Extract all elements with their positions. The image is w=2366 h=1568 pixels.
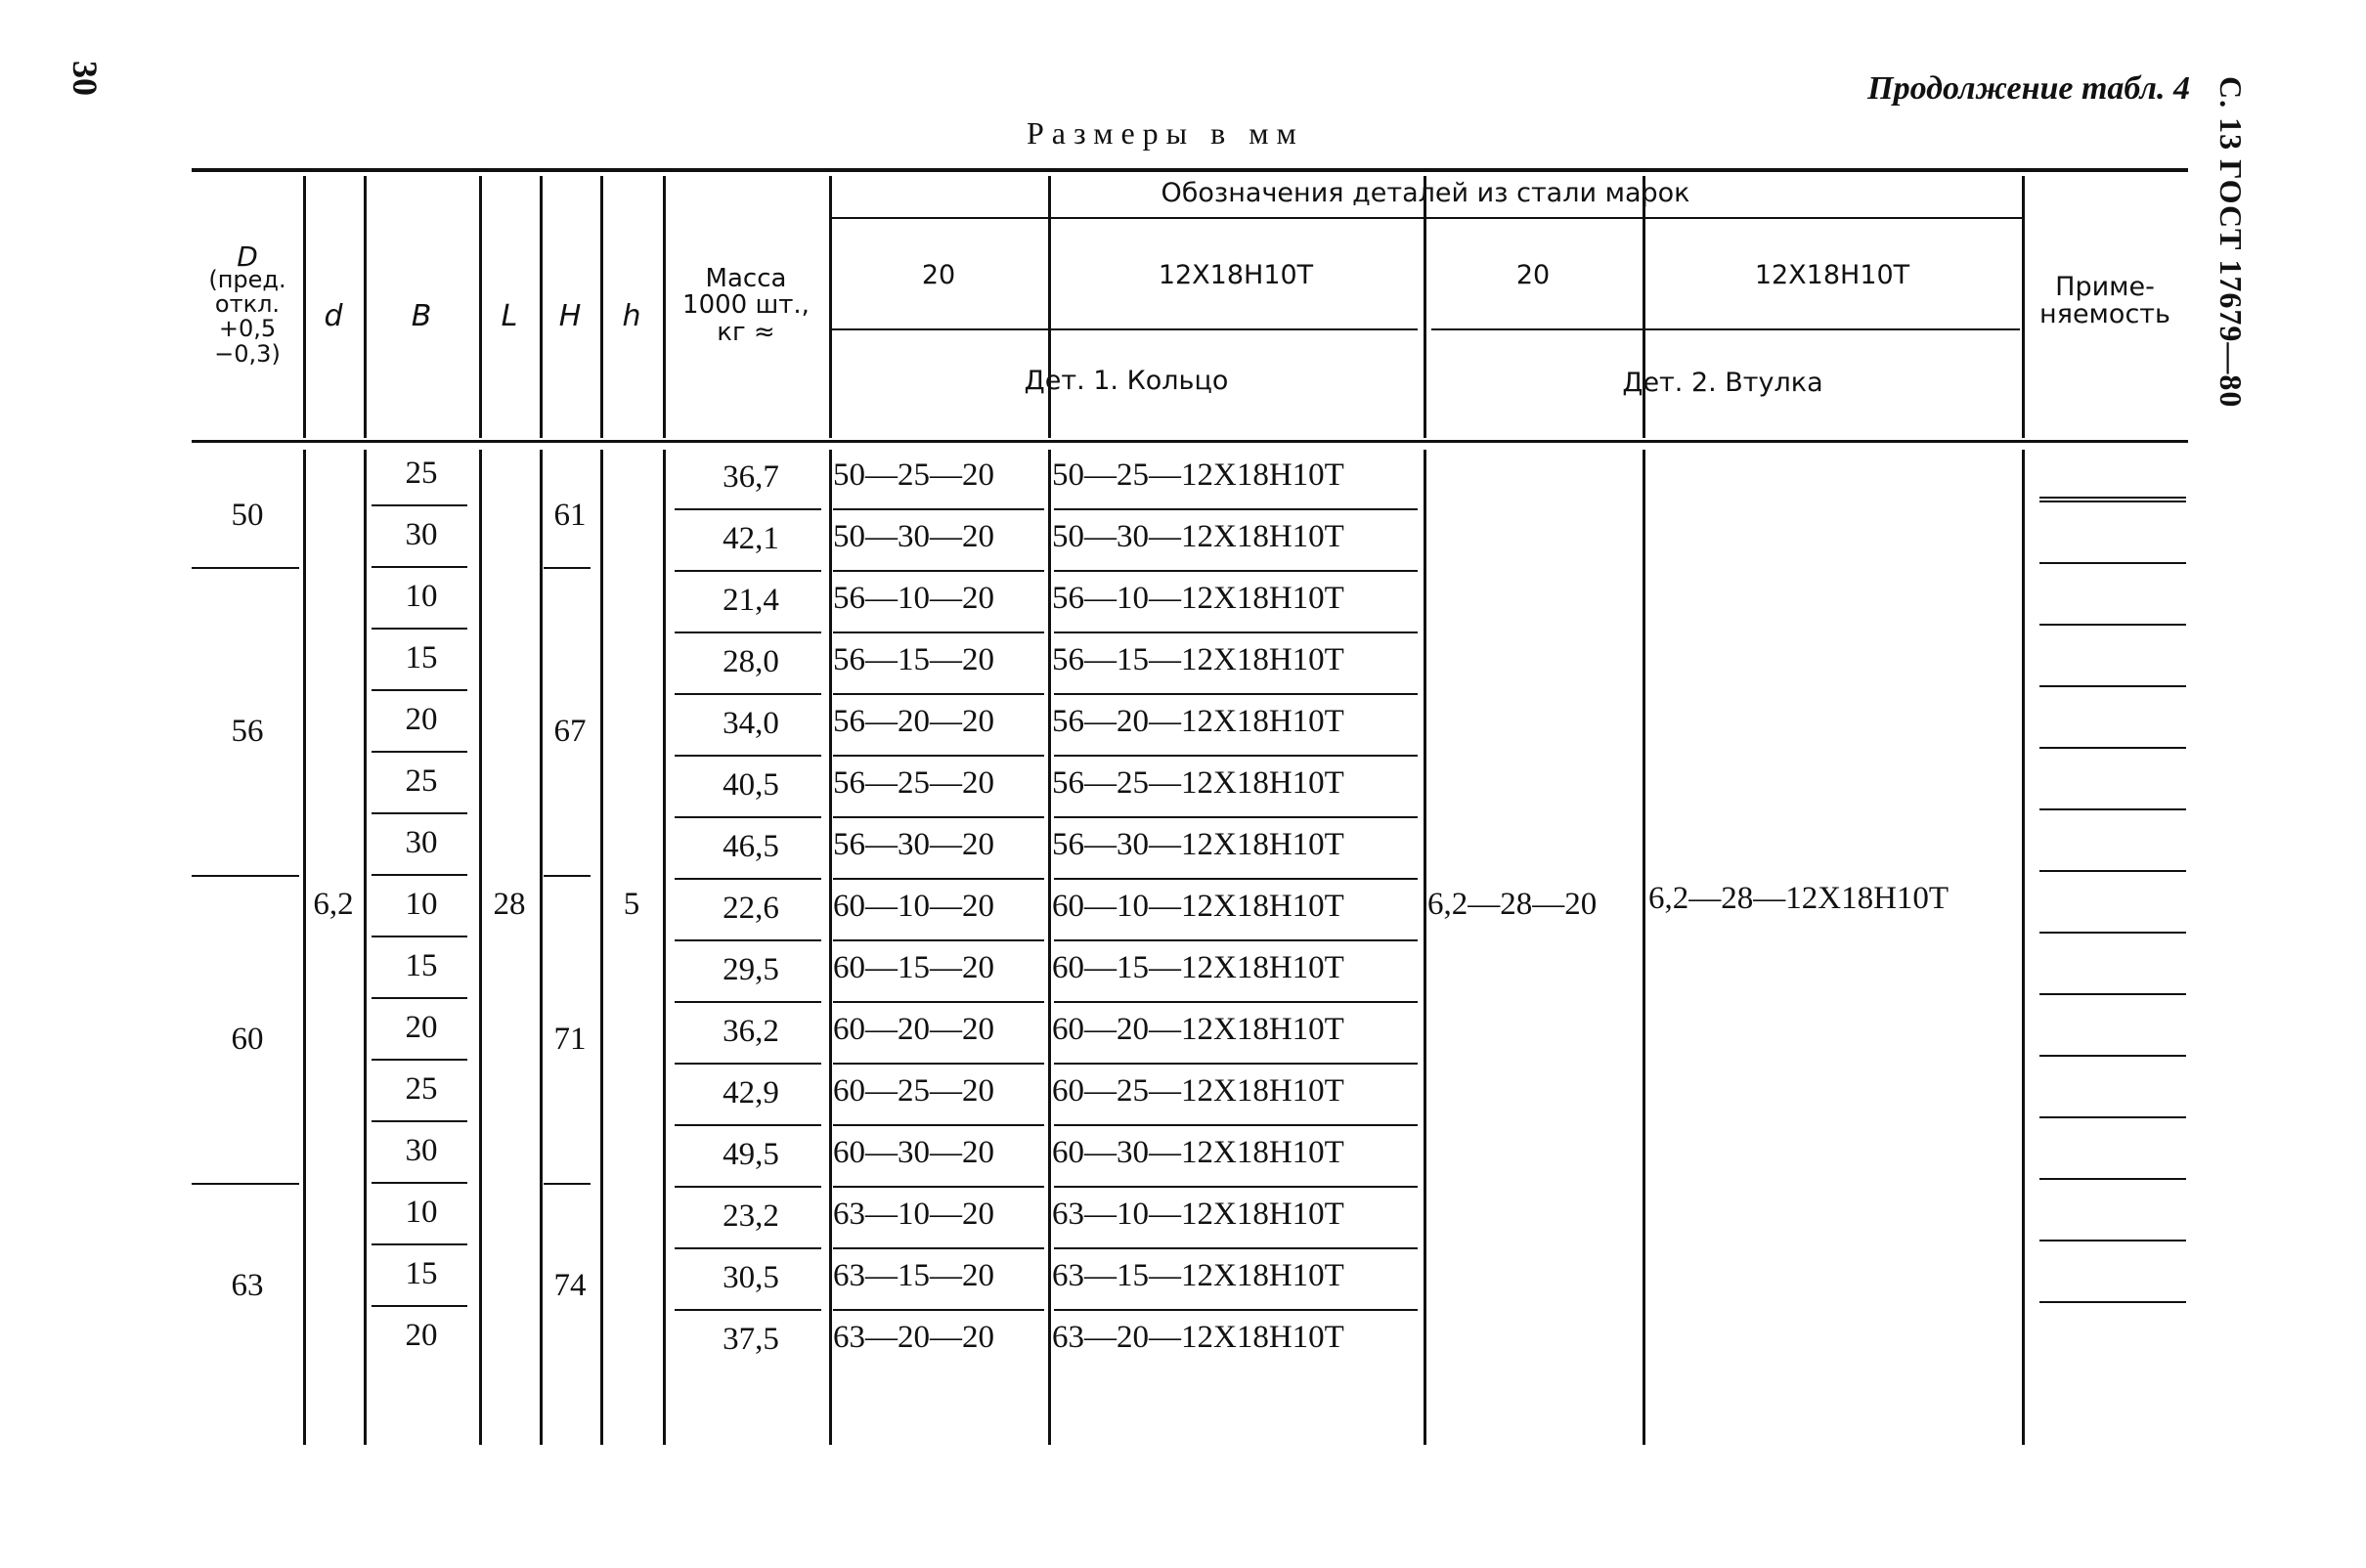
row-rule bbox=[833, 1309, 1044, 1311]
row-rule bbox=[1054, 632, 1418, 633]
cell-sleeve-12x: 6,2—28—12Х18Н10Т bbox=[1648, 881, 1950, 916]
cell-ring-20: 56—20—20 bbox=[833, 704, 994, 739]
header-steel-20-ring: 20 bbox=[921, 260, 956, 290]
row-rule bbox=[1054, 508, 1418, 510]
row-rule bbox=[1054, 816, 1418, 818]
part1-rule bbox=[829, 328, 1418, 330]
cell-ring-20: 63—15—20 bbox=[833, 1258, 994, 1293]
row-rule bbox=[833, 1063, 1044, 1065]
header-mass: Масса 1000 шт., кг ≈ bbox=[682, 264, 810, 347]
applicability-blank bbox=[2039, 1055, 2186, 1057]
cell-B: 15 bbox=[405, 640, 438, 675]
group-separator-D bbox=[192, 875, 299, 877]
row-rule bbox=[1054, 1186, 1418, 1188]
row-rule bbox=[675, 1186, 821, 1188]
row-rule bbox=[372, 751, 467, 753]
part2-rule bbox=[1431, 328, 2020, 330]
cell-ring-12x: 63—15—12Х18Н10Т bbox=[1052, 1258, 1344, 1293]
row-rule bbox=[372, 812, 467, 814]
row-rule bbox=[675, 878, 821, 880]
cell-ring-12x: 60—20—12Х18Н10Т bbox=[1052, 1012, 1344, 1047]
cell-ring-20: 63—20—20 bbox=[833, 1320, 994, 1355]
cell-B: 10 bbox=[405, 887, 438, 922]
header-col-separator bbox=[1643, 176, 1645, 438]
header-applicability: Приме- няемость bbox=[2039, 272, 2170, 330]
row-rule bbox=[675, 939, 821, 941]
cell-ring-12x: 60—15—12Х18Н10Т bbox=[1052, 950, 1344, 985]
body-col-separator bbox=[1048, 450, 1051, 1445]
cell-mass: 46,5 bbox=[723, 829, 779, 864]
cell-B: 25 bbox=[405, 456, 438, 491]
cell-mass: 42,1 bbox=[723, 521, 779, 556]
body-col-separator bbox=[829, 450, 832, 1445]
body-col-separator bbox=[2022, 450, 2025, 1445]
cell-B: 15 bbox=[405, 948, 438, 983]
cell-H: 61 bbox=[553, 498, 587, 533]
row-rule bbox=[1054, 570, 1418, 572]
row-rule bbox=[675, 632, 821, 633]
header-bottom-rule bbox=[192, 440, 2188, 443]
cell-mass: 36,2 bbox=[723, 1014, 779, 1049]
header-d: d bbox=[324, 299, 343, 333]
cell-ring-12x: 60—30—12Х18Н10Т bbox=[1052, 1135, 1344, 1170]
cell-B: 30 bbox=[405, 1133, 438, 1168]
cell-mass: 34,0 bbox=[723, 706, 779, 741]
body-col-separator bbox=[1643, 450, 1645, 1445]
header-col-separator bbox=[1424, 176, 1426, 438]
row-rule bbox=[1054, 1063, 1418, 1065]
row-rule bbox=[372, 1182, 467, 1184]
cell-B: 20 bbox=[405, 1318, 438, 1353]
cell-ring-12x: 50—25—12Х18Н10Т bbox=[1052, 457, 1344, 493]
header-col-separator bbox=[1048, 176, 1051, 438]
header-steel-12x-sleeve: 12Х18Н10Т bbox=[1754, 260, 1910, 290]
group-separator-H bbox=[544, 567, 591, 569]
applicability-blank bbox=[2039, 562, 2186, 564]
cell-B: 10 bbox=[405, 1195, 438, 1230]
header-D-limits: (пред. откл. +0,5 −0,3) bbox=[208, 266, 286, 368]
cell-B: 15 bbox=[405, 1256, 438, 1291]
cell-ring-12x: 63—10—12Х18Н10Т bbox=[1052, 1197, 1344, 1232]
body-col-separator bbox=[663, 450, 666, 1445]
designation-rule bbox=[829, 217, 2022, 219]
cell-ring-20: 60—10—20 bbox=[833, 889, 994, 924]
applicability-blank bbox=[2039, 1301, 2186, 1303]
cell-B: 10 bbox=[405, 579, 438, 614]
table-top-rule bbox=[192, 168, 2188, 172]
cell-mass: 42,9 bbox=[723, 1075, 779, 1111]
cell-mass: 30,5 bbox=[723, 1260, 779, 1295]
body-col-separator bbox=[303, 450, 306, 1445]
cell-mass: 29,5 bbox=[723, 952, 779, 987]
group-separator-H bbox=[544, 875, 591, 877]
row-rule bbox=[372, 1059, 467, 1061]
row-rule bbox=[372, 689, 467, 691]
cell-mass: 37,5 bbox=[723, 1322, 779, 1357]
cell-ring-20: 60—15—20 bbox=[833, 950, 994, 985]
cell-ring-20: 63—10—20 bbox=[833, 1197, 994, 1232]
group-separator-H bbox=[544, 1183, 591, 1185]
cell-ring-12x: 56—10—12Х18Н10Т bbox=[1052, 581, 1344, 616]
row-rule bbox=[675, 755, 821, 757]
cell-B: 20 bbox=[405, 1010, 438, 1045]
row-rule bbox=[1054, 1124, 1418, 1126]
cell-mass: 40,5 bbox=[723, 767, 779, 803]
applicability-blank bbox=[2039, 497, 2186, 499]
header-part2: Дет. 2. Втулка bbox=[1622, 368, 1823, 398]
row-rule bbox=[675, 1001, 821, 1003]
cell-ring-12x: 63—20—12Х18Н10Т bbox=[1052, 1320, 1344, 1355]
cell-H: 71 bbox=[553, 1021, 587, 1057]
cell-D: 56 bbox=[231, 713, 264, 749]
row-rule bbox=[372, 504, 467, 506]
cell-ring-20: 60—25—20 bbox=[833, 1073, 994, 1109]
cell-ring-20: 56—30—20 bbox=[833, 827, 994, 862]
cell-D: 63 bbox=[231, 1267, 264, 1303]
cell-mass: 49,5 bbox=[723, 1137, 779, 1172]
cell-ring-12x: 56—30—12Х18Н10Т bbox=[1052, 827, 1344, 862]
row-rule bbox=[1054, 1247, 1418, 1249]
cell-H: 67 bbox=[553, 713, 587, 749]
cell-D: 50 bbox=[231, 498, 264, 533]
row-rule bbox=[1054, 1309, 1418, 1311]
cell-B: 25 bbox=[405, 763, 438, 799]
applicability-blank bbox=[2039, 624, 2186, 626]
cell-mass: 22,6 bbox=[723, 891, 779, 926]
row-rule bbox=[833, 755, 1044, 757]
header-D: D bbox=[237, 240, 258, 273]
cell-d: 6,2 bbox=[313, 887, 354, 922]
row-rule bbox=[372, 1243, 467, 1245]
applicability-blank bbox=[2039, 993, 2186, 995]
row-rule bbox=[833, 1124, 1044, 1126]
page-number: 30 bbox=[66, 61, 105, 96]
header-L: L bbox=[501, 299, 518, 333]
header-h: h bbox=[622, 299, 641, 333]
cell-ring-20: 56—10—20 bbox=[833, 581, 994, 616]
cell-ring-12x: 56—15—12Х18Н10Т bbox=[1052, 642, 1344, 677]
cell-ring-20: 56—25—20 bbox=[833, 765, 994, 801]
applicability-blank bbox=[2039, 1178, 2186, 1180]
cell-ring-20: 50—30—20 bbox=[833, 519, 994, 554]
row-rule bbox=[1054, 878, 1418, 880]
applicability-blank bbox=[2039, 747, 2186, 749]
body-col-separator bbox=[1424, 450, 1426, 1445]
row-rule bbox=[675, 1063, 821, 1065]
row-rule bbox=[675, 1247, 821, 1249]
header-designations: Обозначения деталей из стали марок bbox=[1161, 178, 1690, 208]
row-rule bbox=[833, 878, 1044, 880]
row-rule bbox=[372, 997, 467, 999]
running-header: С. 13 ГОСТ 17679—80 bbox=[2213, 76, 2249, 409]
units-caption: Размеры в мм bbox=[1027, 115, 1304, 151]
cell-ring-12x: 50—30—12Х18Н10Т bbox=[1052, 519, 1344, 554]
row-rule bbox=[833, 693, 1044, 695]
row-rule bbox=[833, 632, 1044, 633]
cell-mass: 28,0 bbox=[723, 644, 779, 679]
header-steel-12x-ring: 12Х18Н10Т bbox=[1158, 260, 1314, 290]
applicability-blank bbox=[2039, 808, 2186, 810]
row-rule bbox=[833, 508, 1044, 510]
row-rule bbox=[833, 816, 1044, 818]
row-rule bbox=[1054, 693, 1418, 695]
header-H: H bbox=[558, 299, 582, 333]
row-rule bbox=[675, 570, 821, 572]
row-rule bbox=[833, 1247, 1044, 1249]
group-separator-D bbox=[192, 567, 299, 569]
row-rule bbox=[1054, 755, 1418, 757]
row-rule bbox=[1054, 1001, 1418, 1003]
applicability-blank bbox=[2039, 870, 2186, 872]
cell-ring-12x: 56—20—12Х18Н10Т bbox=[1052, 704, 1344, 739]
row-rule bbox=[372, 936, 467, 937]
row-rule bbox=[675, 816, 821, 818]
row-rule bbox=[833, 939, 1044, 941]
row-rule bbox=[675, 1309, 821, 1311]
cell-ring-12x: 60—25—12Х18Н10Т bbox=[1052, 1073, 1344, 1109]
cell-D: 60 bbox=[231, 1021, 264, 1057]
cell-mass: 23,2 bbox=[723, 1198, 779, 1234]
row-rule bbox=[833, 1186, 1044, 1188]
applicability-blank bbox=[2039, 1240, 2186, 1241]
applicability-blank bbox=[2039, 685, 2186, 687]
group-separator-D bbox=[192, 1183, 299, 1185]
cell-mass: 21,4 bbox=[723, 583, 779, 618]
header-col-separator bbox=[829, 176, 832, 438]
body-col-separator bbox=[600, 450, 603, 1445]
cell-L: 28 bbox=[493, 887, 526, 922]
cell-H: 74 bbox=[553, 1267, 587, 1303]
applicability-blank bbox=[2039, 932, 2186, 934]
cell-sleeve-20: 6,2—28—20 bbox=[1427, 887, 1598, 922]
cell-ring-20: 60—20—20 bbox=[833, 1012, 994, 1047]
cell-ring-20: 60—30—20 bbox=[833, 1135, 994, 1170]
applicability-blank bbox=[2039, 501, 2186, 502]
header-part1: Дет. 1. Кольцо bbox=[1024, 366, 1229, 396]
row-rule bbox=[1054, 939, 1418, 941]
cell-ring-12x: 56—25—12Х18Н10Т bbox=[1052, 765, 1344, 801]
cell-mass: 36,7 bbox=[723, 459, 779, 495]
row-rule bbox=[675, 508, 821, 510]
row-rule bbox=[675, 1124, 821, 1126]
cell-B: 30 bbox=[405, 825, 438, 860]
body-col-separator bbox=[479, 450, 482, 1445]
cell-ring-20: 50—25—20 bbox=[833, 457, 994, 493]
row-rule bbox=[372, 566, 467, 568]
cell-B: 20 bbox=[405, 702, 438, 737]
row-rule bbox=[372, 1120, 467, 1122]
cell-ring-12x: 60—10—12Х18Н10Т bbox=[1052, 889, 1344, 924]
row-rule bbox=[833, 1001, 1044, 1003]
row-rule bbox=[833, 570, 1044, 572]
row-rule bbox=[675, 693, 821, 695]
header-steel-20-sleeve: 20 bbox=[1515, 260, 1551, 290]
cell-B: 25 bbox=[405, 1071, 438, 1107]
applicability-blank bbox=[2039, 1116, 2186, 1118]
cell-ring-20: 56—15—20 bbox=[833, 642, 994, 677]
header-B: B bbox=[411, 299, 432, 333]
cell-h: 5 bbox=[623, 887, 640, 922]
cell-B: 30 bbox=[405, 517, 438, 552]
row-rule bbox=[372, 1305, 467, 1307]
row-rule bbox=[372, 874, 467, 876]
continuation-label: Продолжение табл. 4 bbox=[1867, 70, 2190, 107]
row-rule bbox=[372, 628, 467, 630]
